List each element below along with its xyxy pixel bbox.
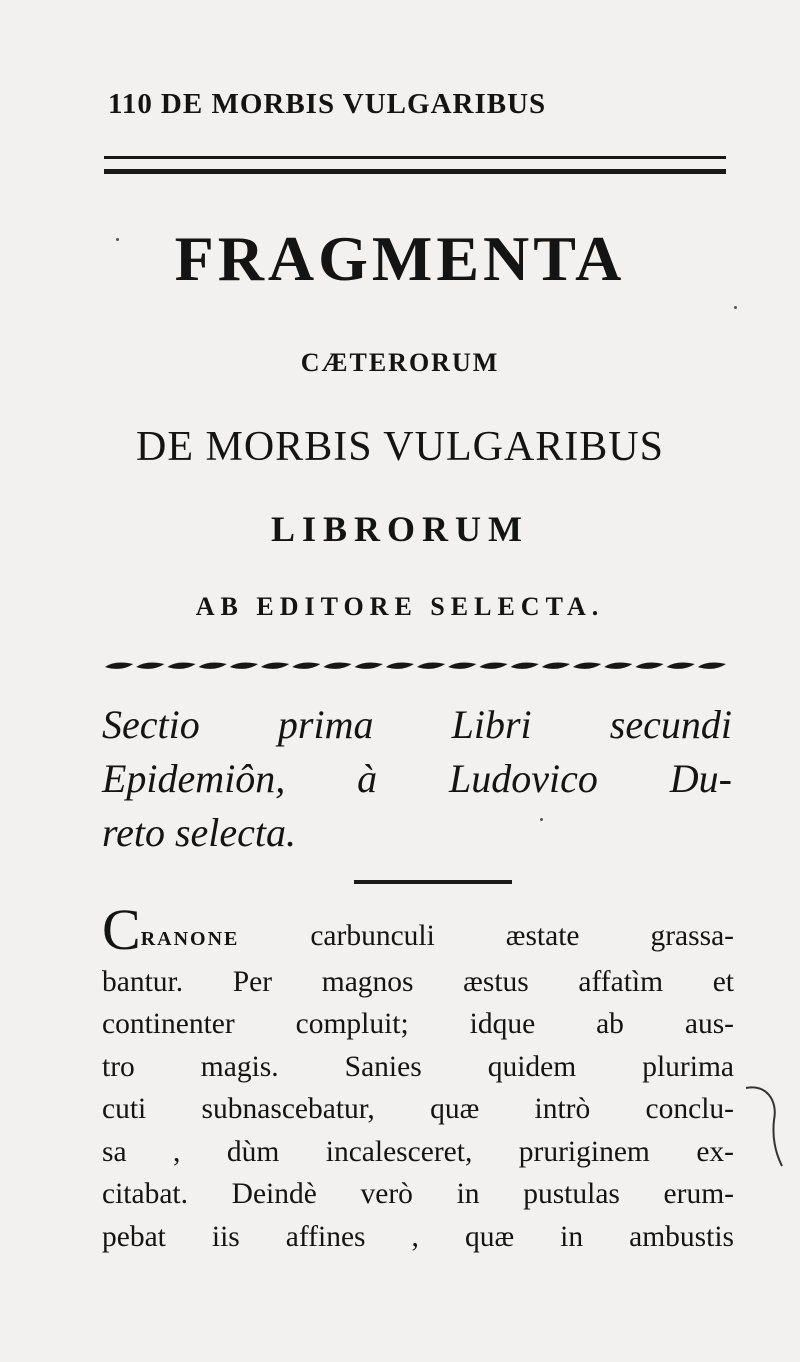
title-line-caeterorum: CÆTERORUM — [300, 348, 500, 377]
short-rule — [354, 880, 512, 884]
running-head-title: DE MORBIS VULGARIBUS — [160, 88, 547, 120]
ornament-segment — [511, 663, 539, 669]
subtitle-line: reto selecta. — [102, 810, 297, 855]
ornament-segment — [667, 663, 695, 669]
subtitle-line: Sectio prima Libri secundi — [102, 702, 732, 747]
body-line: citabat. Deindè verò in pustulas erum- — [102, 1178, 734, 1210]
ornament-segment — [604, 663, 632, 669]
body-line-text: carbunculi æstate grassa- — [310, 920, 734, 952]
ornament-segment — [136, 663, 164, 669]
ornament-segment — [105, 663, 133, 669]
section-title: FRAGMENTA — [174, 223, 626, 294]
ornament-segment — [635, 663, 663, 669]
body-line: continenter compluit; idque ab aus- — [102, 1008, 734, 1040]
body-line — [102, 897, 734, 962]
ornament-segment — [386, 663, 414, 669]
body-text — [102, 897, 734, 1258]
ornament-segment — [355, 663, 383, 669]
ornament-segment — [417, 663, 445, 669]
body-line: tro magis. Sanies quidem plurima — [102, 1050, 734, 1083]
body-line: bantur. Per magnos æstus affatìm et — [102, 965, 734, 998]
header-rule-thin — [104, 156, 726, 159]
speck — [116, 238, 119, 241]
drop-cap: C — [102, 897, 141, 962]
ornament-segment — [261, 663, 289, 669]
ornament-segment — [542, 663, 570, 669]
running-head — [108, 88, 546, 121]
subtitle-line: Epidemiôn, à Ludovico Du- — [102, 756, 732, 801]
ornament-segment — [199, 663, 227, 669]
body-line: cuti subnascebatur, quæ intrò conclu- — [102, 1093, 734, 1125]
body-line: pebat iis affines , quæ in ambustis — [102, 1220, 734, 1253]
ornament-segment — [448, 663, 476, 669]
title-line-de-morbis: DE MORBIS VULGARIBUS — [136, 424, 664, 470]
ornament-segment — [323, 663, 351, 669]
ornament-segment — [479, 663, 507, 669]
ornament-segment — [573, 663, 601, 669]
small-caps-word: RANONE — [140, 928, 240, 950]
ornament-segment — [698, 663, 726, 669]
ornamental-rule — [104, 658, 728, 674]
subtitle-block — [102, 698, 732, 860]
title-line-selecta: AB EDITORE SELECTA. — [195, 592, 605, 621]
ornament-segment — [230, 663, 258, 669]
speck — [540, 818, 543, 821]
page-number: 110 — [108, 88, 153, 120]
ornament-segment — [292, 663, 320, 669]
body-line: sa , dùm incalesceret, pruriginem ex- — [102, 1135, 734, 1168]
title-line-librorum: LIBRORUM — [270, 509, 529, 549]
header-rule-thick — [104, 169, 726, 174]
margin-bracket-mark — [738, 1080, 788, 1170]
speck — [734, 306, 737, 309]
ornament-segment — [167, 663, 195, 669]
